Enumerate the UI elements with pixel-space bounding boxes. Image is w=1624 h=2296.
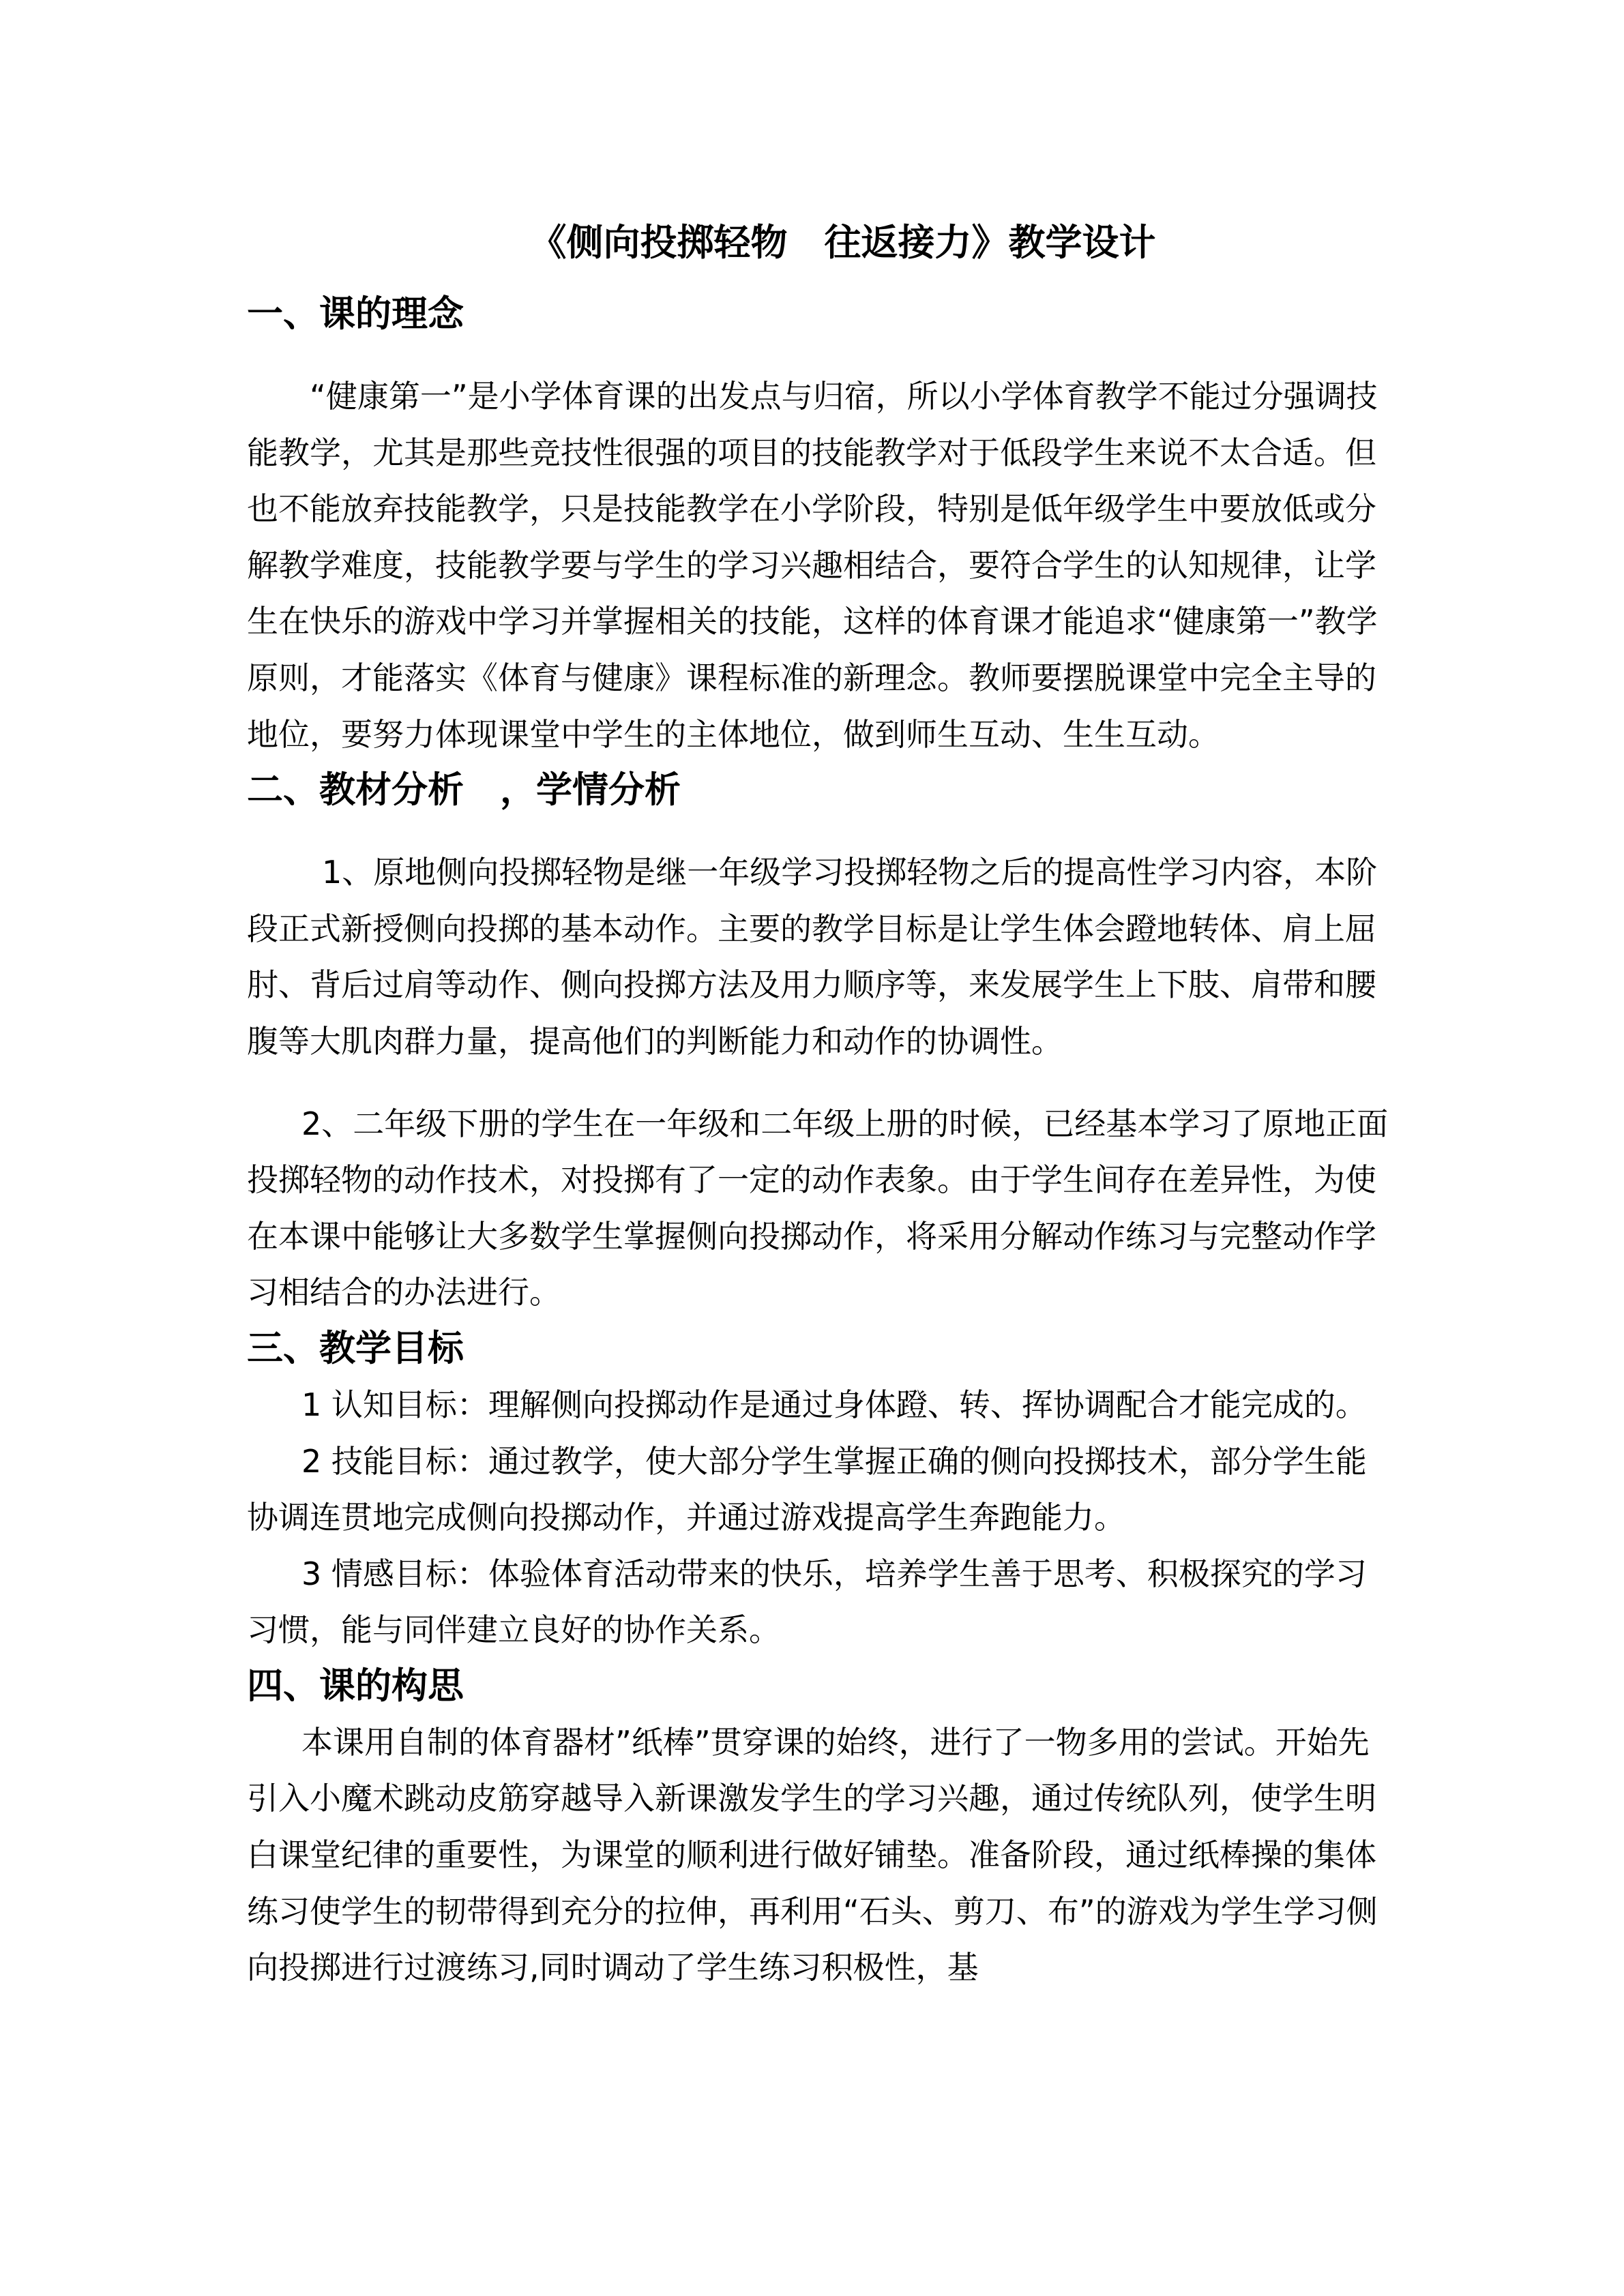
paragraph-student-analysis: 2、二年级下册的学生在一年级和二年级上册的时候，已经基本学习了原地正面投掷轻物的动作技术，对投掷有了一定的动作表象。由于学生间存在差异性，为使在本课中能够让大多数学生掌握侧向投掷动作，将采用分解动作练习与完整动作学习相结合的办法进行。 — [247, 1105, 1389, 1311]
document-body — [247, 286, 1393, 1996]
paragraph-lesson-design: 本课用自制的体育器材”纸棒”贯穿课的始终，进行了一物多用的尝试。开始先引入小魔术跳动皮筋穿越导入新课激发学生的学习兴趣，通过传统队列，使学生明白课堂纪律的重要性，为课堂的顺利进行做好铺垫。准备阶段，通过纸棒操的集体练习使学生的韧带得到充分的拉伸，再利用“石头、剪刀、布”的游戏为学生学习侧向投掷进行过渡练习,同时调动了学生练习积极性，基 — [247, 1723, 1378, 1986]
paragraph-concept: “健康第一”是小学体育课的出发点与归宿，所以小学体育教学不能过分强调技能教学，尤其是那些竞技性很强的项目的技能教学对于低段学生来说不太合适。但也不能放弃技能教学，只是技能教学在小学阶段，特别是低年级学生中要放低或分解教学难度，技能教学要与学生的学习兴趣相结合，要符合学生的认知规律，让学生在快乐的游戏中学习并掌握相关的技能，这样的体育课才能追求“健康第一”教学原则，才能落实《体育与健康》课程标准的新理念。教师要摆脱课堂中完全主导的地位，要努力体现课堂中学生的主体地位，做到师生互动、生生互动。 — [247, 378, 1378, 753]
section-heading-concept: 一、课的理念 — [247, 293, 464, 335]
paragraph-skill-objective: 2 技能目标：通过教学，使大部分学生掌握正确的侧向投掷技术，部分学生能协调连贯地完成侧向投掷动作，并通过游戏提高学生奔跑能力。 — [247, 1442, 1367, 1536]
paragraph-material-analysis: 1、原地侧向投掷轻物是继一年级学习投掷轻物之后的提高性学习内容，本阶段正式新授侧向投掷的基本动作。主要的教学目标是让学生体会蹬地转体、肩上屈肘、背后过肩等动作、侧向投掷方法及用力顺序等，来发展学生上下肢、肩带和腰腹等大肌肉群力量，提高他们的判断能力和动作的协调性。 — [247, 854, 1378, 1060]
paragraph-cognitive-objective: 1 认知目标：理解侧向投掷动作是通过身体蹬、转、挥协调配合才能完成的。 — [301, 1386, 1367, 1423]
paragraph-emotional-objective: 3 情感目标：体验体育活动带来的快乐，培养学生善于思考、积极探究的学习习惯，能与同伴建立良好的协作关系。 — [247, 1555, 1367, 1649]
section-heading-analysis: 二、教材分析 ，学情分析 — [247, 769, 681, 811]
section-heading-design: 四、课的构思 — [247, 1665, 464, 1707]
section-heading-objectives: 三、教学目标 — [247, 1327, 464, 1369]
document-title: 《侧向投掷轻物 往返接力》教学设计 — [529, 221, 1156, 264]
